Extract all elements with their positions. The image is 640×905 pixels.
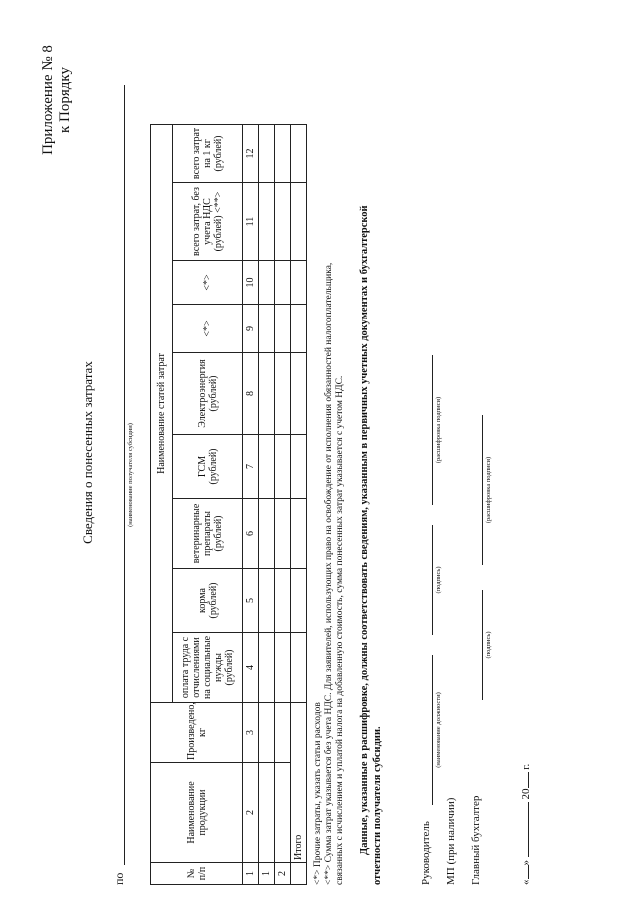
header-vet: ветеринарные препараты (рублей) (173, 499, 243, 569)
colnum: 5 (243, 569, 259, 633)
header-total-no-vat: всего затрат, без учета НДС (рублей) <**> (173, 183, 243, 261)
colnum: 1 (243, 863, 259, 885)
header-other-2: <*> (173, 261, 243, 305)
head-decode-caption: (расшифровка подписи) (435, 396, 442, 464)
head-position-caption: (наименование должности) (435, 692, 442, 768)
recipient-prefix: по (112, 872, 126, 885)
accountant-decode-caption: (расшифровка подписи) (485, 456, 492, 524)
header-feed: корма (рублей) (173, 569, 243, 633)
total-row (291, 124, 307, 884)
header-num: № п/п (151, 863, 243, 885)
colnum: 8 (243, 353, 259, 435)
header-other-1: <*> (173, 305, 243, 353)
recipient-caption: (наименование получателя субсидии) (127, 423, 134, 527)
colnum: 6 (243, 499, 259, 569)
colnum: 9 (243, 305, 259, 353)
document-title: Сведения о понесенных затратах (80, 361, 95, 544)
footnotes (313, 125, 346, 885)
footnote-other: <*> Прочие затраты, указать статьи расходов (313, 702, 323, 885)
accountant-sign-caption: (подпись) (485, 631, 492, 659)
head-sign-line (432, 525, 433, 635)
colnum: 10 (243, 261, 259, 305)
colnum: 4 (243, 633, 259, 703)
head-decode-line (432, 355, 433, 505)
colnum: 7 (243, 435, 259, 499)
header-power: Электроэнергия (рублей) (173, 353, 243, 435)
footnote-vat-cont: связанных с исчислением и уплатой налога на добавленную стоимость, сумма понесенных затрат указывается с учетом НДС. (335, 375, 345, 885)
header-labor: оплата труда с отчислениями на социальные нужды (рублей) (173, 633, 243, 703)
colnum: 12 (243, 124, 259, 182)
footnote-vat: <**> Сумма затрат указывается без учета НДС. Для заявителей, использующих право на освобождение от исполнения обязанностей налогоплательщика, (324, 262, 334, 885)
row-number: 1 (259, 863, 275, 885)
colnum: 11 (243, 183, 259, 261)
compliance-note: Данные, указанные в расшифровке, должны соответствовать сведениям, указанным в первичных учетных документах и бухгалтерской отчетности получателя субсидии. (359, 205, 383, 885)
header-product: Наименование продукции (151, 763, 243, 863)
stamp-label: МП (при наличии) (445, 797, 457, 885)
colnum: 3 (243, 703, 259, 763)
head-label: Руководитель (420, 821, 432, 885)
header-produced: Произведено, кг (151, 703, 243, 763)
header-cost-items: Наименование статей затрат (151, 124, 173, 702)
accountant-sign-line (482, 590, 483, 700)
date-line: «» 20 г. (520, 763, 532, 885)
row-number: 2 (275, 863, 291, 885)
head-position-line (432, 655, 433, 805)
head-sign-caption: (подпись) (435, 566, 442, 594)
header-per-kg: всего затрат на 1 кг (рублей) (173, 124, 243, 182)
table-row (259, 124, 275, 884)
colnum: 2 (243, 763, 259, 863)
appendix-number: Приложение № 8 (40, 45, 56, 155)
appendix-header (40, 30, 74, 170)
column-numbers-row (243, 124, 259, 884)
recipient-line (124, 85, 125, 865)
total-label: Итого (291, 703, 307, 863)
accountant-label: Главный бухгалтер (470, 795, 482, 885)
accountant-decode-line (482, 415, 483, 565)
appendix-reference: к Порядку (57, 67, 73, 133)
header-fuel: ГСМ (рублей) (173, 435, 243, 499)
table-row (275, 124, 291, 884)
cost-table (150, 124, 307, 885)
